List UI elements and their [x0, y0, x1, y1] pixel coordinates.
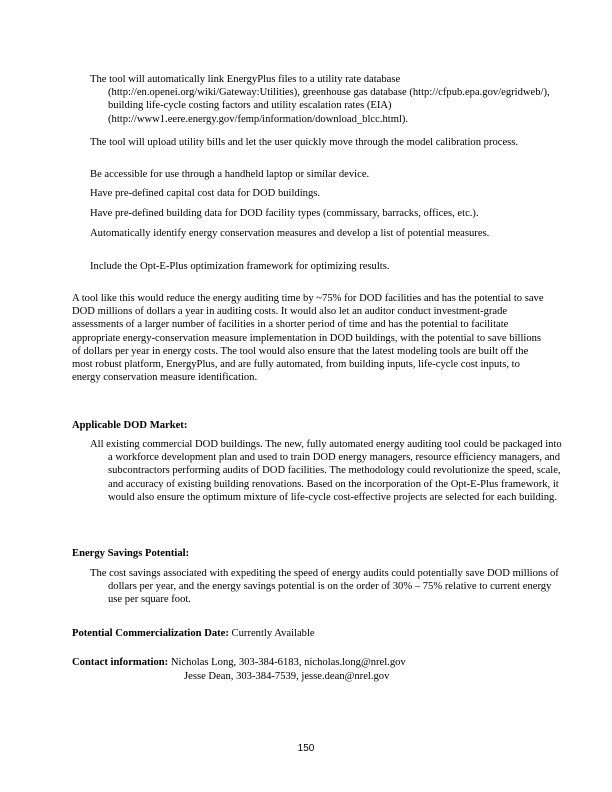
- contact-line-1: Nicholas Long, 303-384-6183, nicholas.long@nrel.gov: [168, 657, 406, 668]
- bullet-utility-linking: The tool will automatically link EnergyPlus files to a utility rate database (http://en.openei.org/wiki/Gateway:Utilities), greenhouse gas database (http://cfpub.epa.gov/egridweb/), building life-cycle costing factors and utility escalation rates (EIA) (http://www1.eere.energy.gov/femp/information/download_blcc.html).: [90, 74, 550, 125]
- savings-heading: Energy Savings Potential:: [72, 548, 190, 559]
- bullet-ecm: Automatically identify energy conservation measures and develop a list of potential measures.: [90, 228, 490, 239]
- contact-line-2: Jesse Dean, 303-384-7539, jesse.dean@nrel.gov: [184, 671, 390, 682]
- bullet-utility-bills: The tool will upload utility bills and let the user quickly move through the model calibration process.: [90, 137, 519, 148]
- bullet-handheld: Be accessible for use through a handheld laptop or similar device.: [90, 169, 370, 180]
- market-text: All existing commercial DOD buildings. The new, fully automated energy auditing tool could be packaged into a workforce development plan and used to train DOD energy managers, resource efficiency managers, and subcontractors performing audits of DOD facilities. The methodology could revolutionize the speed, scale, and accuracy of existing building renovations. Based on the incorporation of the Opt-E-Plus framework, it would also ensure the optimum mixture of life-cycle cost-effective projects are selected for each building.: [90, 439, 562, 503]
- summary-paragraph: A tool like this would reduce the energy auditing time by ~75% for DOD facilities and has the potential to save DOD millions of dollars a year in auditing costs. It would also let an auditor conduct investment-grade assessments of a larger number of facilities in a shorter period of time and has the potential to facilitate appropriate energy-conservation measure implementation in DOD buildings, with the potential to save billions of dollars per year in energy costs. The tool would also ensure that the latest modeling tools are built off the most robust platform, EnergyPlus, and are fully automated, from building inputs, life-cycle cost inputs, to energy conservation measure identification.: [72, 293, 544, 384]
- commercialization-value: Currently Available: [228, 628, 315, 639]
- commercialization-label: Potential Commercialization Date:: [72, 628, 229, 639]
- page-number: 150: [297, 743, 315, 754]
- bullet-opt-e-plus: Include the Opt-E-Plus optimization framework for optimizing results.: [90, 261, 390, 272]
- contact-label: Contact information:: [72, 657, 169, 668]
- commercialization-date: [72, 627, 546, 640]
- market-heading: Applicable DOD Market:: [72, 420, 188, 431]
- bullet-capital-cost: Have pre-defined capital cost data for DOD buildings.: [90, 188, 321, 199]
- savings-text: The cost savings associated with expediting the speed of energy audits could potentially save DOD millions of dollars per year, and the energy savings potential is on the order of 30% – 75% relative to current energy use per square foot.: [90, 568, 559, 606]
- bullet-facility-types: Have pre-defined building data for DOD facility types (commissary, barracks, offices, etc.).: [90, 208, 479, 219]
- contact-information: [72, 656, 546, 669]
